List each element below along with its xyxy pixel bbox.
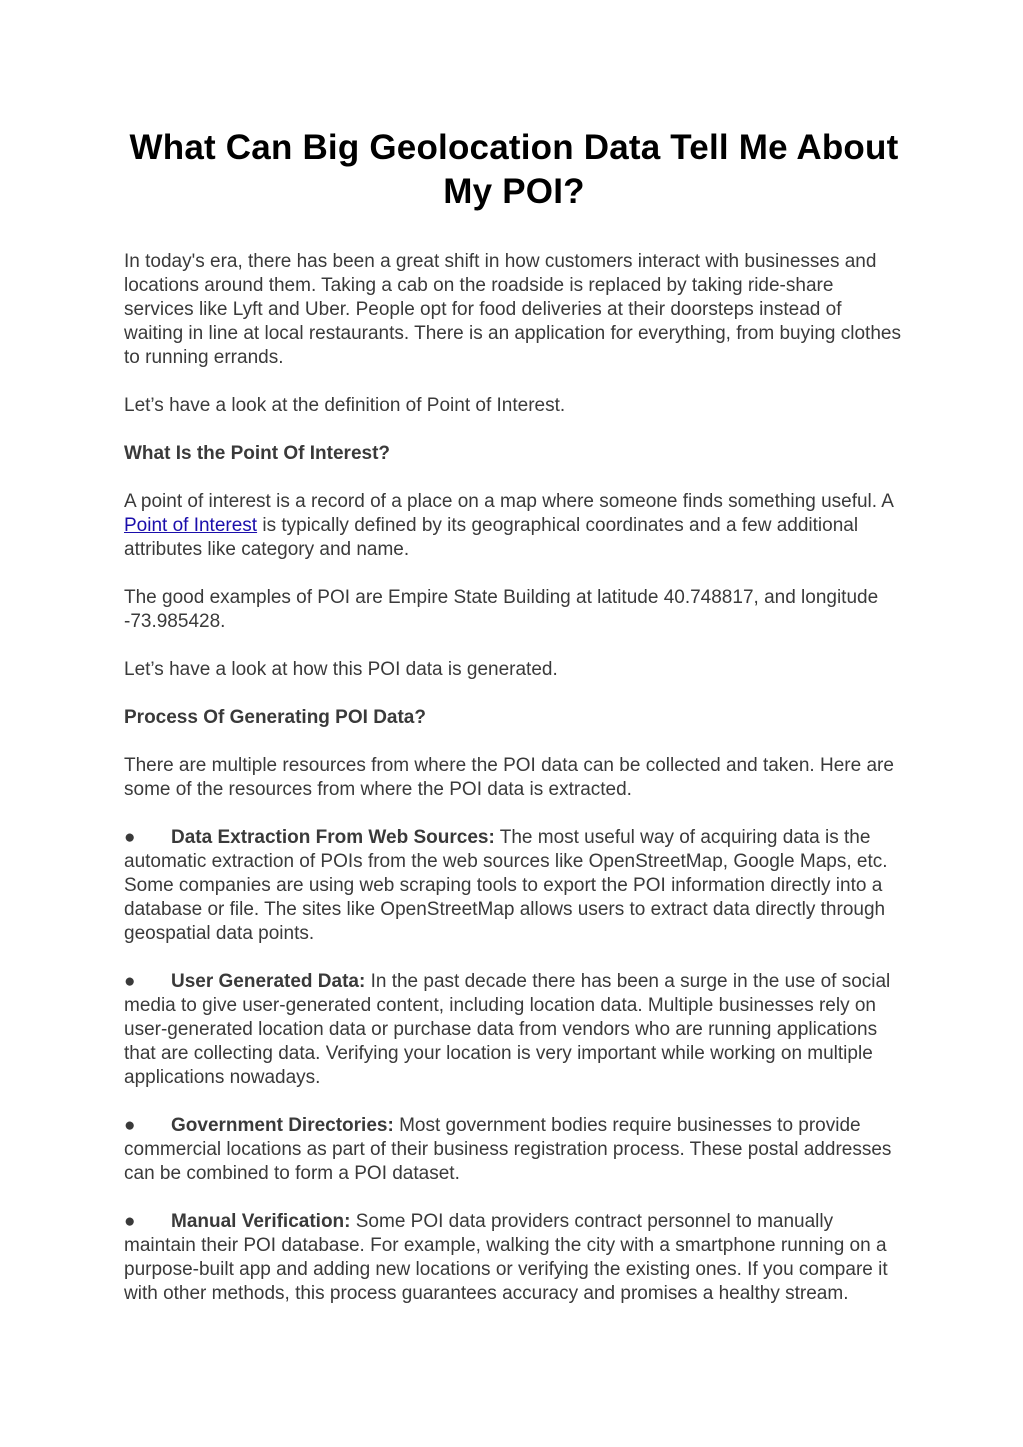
bullet-term: Data Extraction From Web Sources: — [171, 827, 495, 848]
heading-what-is-poi: What Is the Point Of Interest? — [124, 443, 391, 464]
bullet-dot-icon: ● — [124, 1211, 136, 1232]
example-paragraph: The good examples of POI are Empire State Building at latitude 40.748817, and longitude -73.985428. — [124, 587, 879, 632]
bullet-term: Manual Verification: — [171, 1211, 351, 1232]
bullet-text: In the past decade there has been a surge in the use of social media to give user-generated content, including location data. Multiple businesses rely on user-generated location data or purchase data from vendors who are running applications that are collecting data. Verifying your location is very important while working on multiple applications nowadays. — [124, 971, 891, 1088]
bullet-term: Government Directories: — [171, 1115, 394, 1136]
definition-lead-paragraph: Let’s have a look at the definition of Point of Interest. — [124, 395, 566, 416]
document-page — [124, 126, 904, 1330]
bullet-text: The most useful way of acquiring data is the automatic extraction of POIs from the web sources like OpenStreetMap, Google Maps, etc. Some companies are using web scraping tools to export the POI information directly into a database or file. The sites like OpenStreetMap allows users to extract data directly through geospatial data points. — [124, 827, 888, 944]
bullet-dot-icon: ● — [124, 1115, 136, 1136]
heading-process: Process Of Generating POI Data? — [124, 707, 426, 728]
bullet-text: Most government bodies require businesses to provide commercial locations as part of their business registration process. These postal addresses can be combined to form a POI dataset. — [124, 1115, 892, 1184]
generated-lead-paragraph: Let’s have a look at how this POI data is generated. — [124, 659, 558, 680]
bullet-dot-icon: ● — [124, 827, 136, 848]
bullet-item-government-directories — [124, 1114, 904, 1186]
bullet-term: User Generated Data: — [171, 971, 366, 992]
bullet-item-user-generated — [124, 970, 904, 1090]
definition-text-before: A point of interest is a record of a place on a map where someone finds something useful. A — [124, 491, 893, 512]
intro-paragraph: In today's era, there has been a great shift in how customers interact with businesses and locations around them. Taking a cab on the roadside is replaced by taking ride-share services like Lyft and Uber. People opt for food deliveries at their doorsteps instead of waiting in line at local restaurants. There is an application for everything, from buying clothes to running errands. — [124, 251, 901, 368]
bullet-item-web-sources — [124, 826, 904, 946]
resources-intro-paragraph: There are multiple resources from where the POI data can be collected and taken. Here are some of the resources from where the POI data is extracted. — [124, 755, 894, 800]
bullet-dot-icon: ● — [124, 971, 136, 992]
point-of-interest-link[interactable]: Point of Interest — [124, 515, 258, 536]
definition-paragraph — [124, 490, 904, 562]
bullet-text: Some POI data providers contract personnel to manually maintain their POI database. For example, walking the city with a smartphone running on a purpose-built app and adding new locations or verifying the existing ones. If you compare it with other methods, this process guarantees accuracy and promises a healthy stream. — [124, 1211, 888, 1304]
definition-text-after: is typically defined by its geographical coordinates and a few additional attributes like category and name. — [124, 515, 859, 560]
page-title: What Can Big Geolocation Data Tell Me About My POI? — [129, 128, 899, 211]
bullet-item-manual-verification — [124, 1210, 904, 1306]
